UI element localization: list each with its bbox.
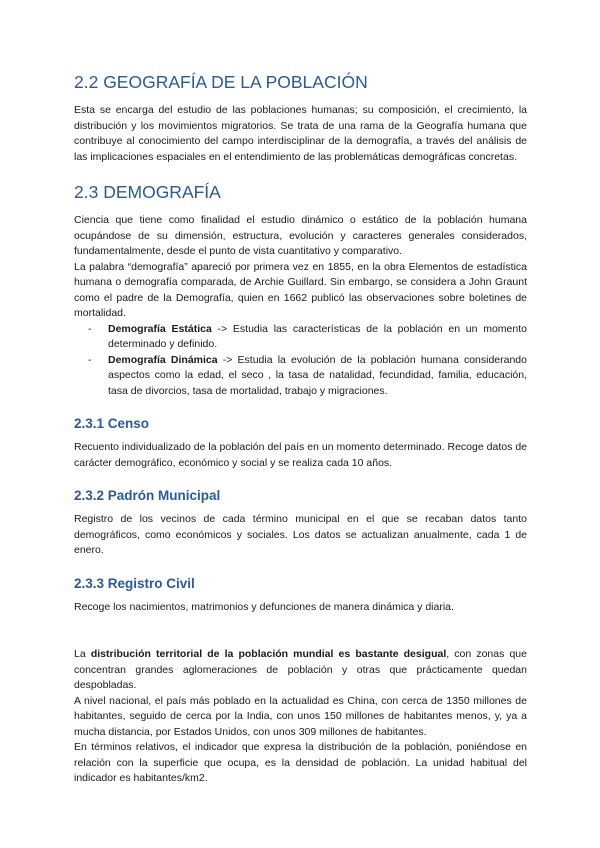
distribucion-lead: La bbox=[74, 648, 91, 660]
term-demografia-estatica: Demografía Estática bbox=[108, 322, 212, 335]
paragraph-demografia-definicion: Ciencia que tiene como finalidad el estudio dinámico o estático de la población humana ocupándose de su dimensión, estructura, evolución y caracteres generales considerados, fundamentalmente, desde el punto de vista cuantitativo y comparativo. bbox=[74, 214, 527, 257]
list-dash: - bbox=[88, 322, 92, 335]
paragraph-padron-municipal: Registro de los vecinos de cada término municipal en el que se recaban datos tanto demográficos, como económicos y sociales. Los datos se actualizan anualmente, cada 1 de enero. bbox=[74, 513, 527, 556]
distribucion-bold: distribución territorial de la población mundial es bastante desigual bbox=[90, 648, 447, 660]
desc-demografia-dinamica: -> Estudia la evolución de la población humana considerando aspectos como la edad, el seco , la tasa de natalidad, fecundidad, familia, educación, tasa de divorcios, tasa de mortalidad, trabajo y migraciones. bbox=[108, 353, 527, 397]
paragraph-registro-civil: Recoge los nacimientos, matrimonios y defunciones de manera dinámica y diaria. bbox=[74, 600, 454, 613]
page-content bbox=[74, 72, 527, 787]
term-demografia-dinamica: Demografía Dinámica bbox=[108, 353, 218, 366]
paragraph-demografia-historia: La palabra “demografía” apareció por primera vez en 1855, en la obra Elementos de estadística humana o demografía comparada, de Archie Guillard. Sin embargo, se considera a John Graunt como el padre de la Demografía, quien en 1662 publicó las observaciones sobre boletines de mortalidad. bbox=[74, 260, 527, 319]
demografia-types-list bbox=[74, 322, 527, 400]
heading-geografia-poblacion: 2.2 GEOGRAFÍA DE LA POBLACIÓN bbox=[74, 72, 368, 92]
paragraph-distribucion bbox=[74, 647, 527, 694]
paragraph-densidad: En términos relativos, el indicador que expresa la distribución de la población, poniéndose en relación con la superficie que ocupa, es la densidad de población. La unidad habitual del indicador es habitantes/km2. bbox=[74, 741, 527, 784]
heading-censo: 2.3.1 Censo bbox=[74, 416, 150, 431]
heading-demografia: 2.3 DEMOGRAFÍA bbox=[74, 182, 221, 202]
paragraph-censo: Recuento individualizado de la población del país en un momento determinado. Recoge datos de carácter demográfico, económico y social y se realiza cada 10 años. bbox=[74, 441, 527, 469]
paragraph-geografia-poblacion: Esta se encarga del estudio de las poblaciones humanas; su composición, el crecimiento, la distribución y los movimientos migratorios. Se trata de una rama de la Geografía humana que contribuye al conocimiento del campo interdisciplinar de la demografía, a través del análisis de las implicaciones espaciales en el entendimiento de las problemáticas demográficas concretas. bbox=[74, 104, 527, 163]
desc-demografia-estatica: -> Estudia las características de la población en un momento determinado y definido. bbox=[108, 322, 527, 350]
paragraph-poblacion-nacional: A nivel nacional, el país más poblado en la actualidad es China, con cerca de 1350 millones de habitantes, seguido de cerca por la India, con unos 150 millones de habitantes menos, y, ya a mucha distancia, por Estados Unidos, con unos 309 millones de habitantes. bbox=[74, 694, 527, 738]
heading-padron-municipal: 2.3.2 Padrón Municipal bbox=[74, 488, 221, 503]
list-item-demografia-dinamica bbox=[74, 353, 527, 400]
list-item-demografia-estatica bbox=[74, 322, 527, 353]
list-dash: - bbox=[88, 353, 92, 366]
heading-registro-civil: 2.3.3 Registro Civil bbox=[74, 575, 195, 591]
distribucion-rest: , con zonas que concentran grandes aglomeraciones de población y otras que prácticamente quedan despobladas. bbox=[74, 648, 527, 691]
